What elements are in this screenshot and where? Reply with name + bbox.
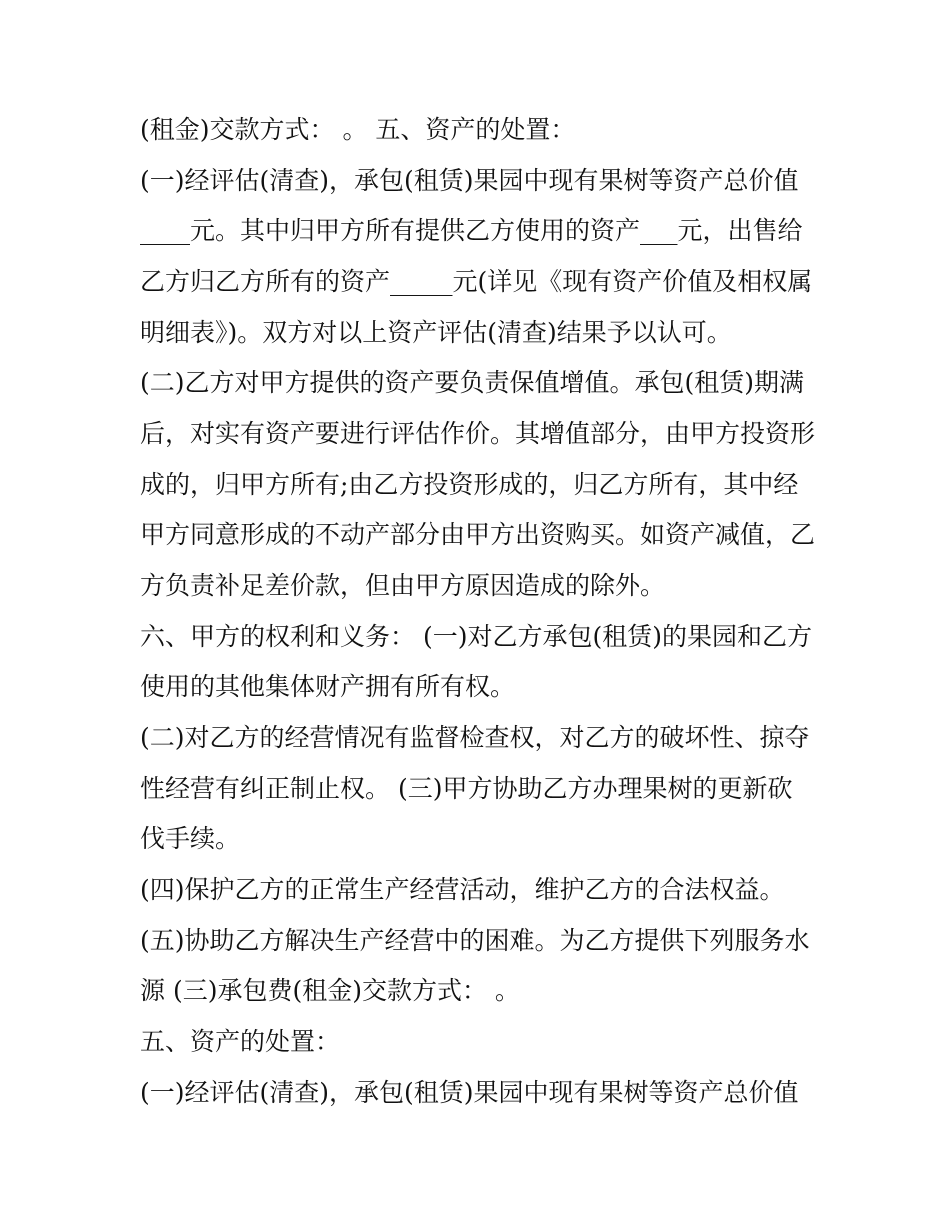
text-line: 使用的其他集体财产拥有所有权。 xyxy=(140,672,516,701)
text-line: (二)对乙方的经营情况有监督检查权，对乙方的破坏性、掠夺 xyxy=(140,723,810,752)
text-line: 后，对实有资产要进行评估作价。其增值部分，由甲方投资形 xyxy=(140,419,816,448)
text-line: (五)协助乙方解决生产经营中的困难。为乙方提供下列服务水 xyxy=(140,926,810,955)
text-line: (一)经评估(清查)，承包(租赁)果园中现有果树等资产总价值 xyxy=(140,1078,799,1107)
text-line: 源 (三)承包费(租金)交款方式： 。 xyxy=(140,976,520,1005)
text-line: 六、甲方的权利和义务： (一)对乙方承包(租赁)的果园和乙方 xyxy=(140,622,812,651)
text-line: 性经营有纠正制止权。 (三)甲方协助乙方办理果树的更新砍 xyxy=(140,774,793,803)
text-line: ____元。其中归甲方所有提供乙方使用的资产___元，出售给 xyxy=(140,216,803,245)
text-line: (租金)交款方式： 。 五、资产的处置： xyxy=(140,115,576,144)
text-line: (二)乙方对甲方提供的资产要负责保值增值。承包(租赁)期满 xyxy=(140,368,805,397)
text-line: 成的，归甲方所有;由乙方投资形成的，归乙方所有，其中经 xyxy=(140,470,799,499)
text-line: 方负责补足差价款，但由甲方原因造成的除外。 xyxy=(140,571,666,600)
text-line: 伐手续。 xyxy=(140,824,241,853)
text-line: 甲方同意形成的不动产部分由甲方出资购买。如资产减值，乙 xyxy=(140,520,816,549)
text-line: (四)保护乙方的正常生产经营活动，维护乙方的合法权益。 xyxy=(140,875,785,904)
text-line: 明细表》)。双方对以上资产评估(清查)结果予以认可。 xyxy=(140,318,732,347)
text-line: 乙方归乙方所有的资产_____元(详见《现有资产价值及相权属 xyxy=(140,267,813,296)
text-line: 五、资产的处置： xyxy=(140,1027,341,1056)
text-line: (一)经评估(清查)，承包(租赁)果园中现有果树等资产总价值 xyxy=(140,166,799,195)
